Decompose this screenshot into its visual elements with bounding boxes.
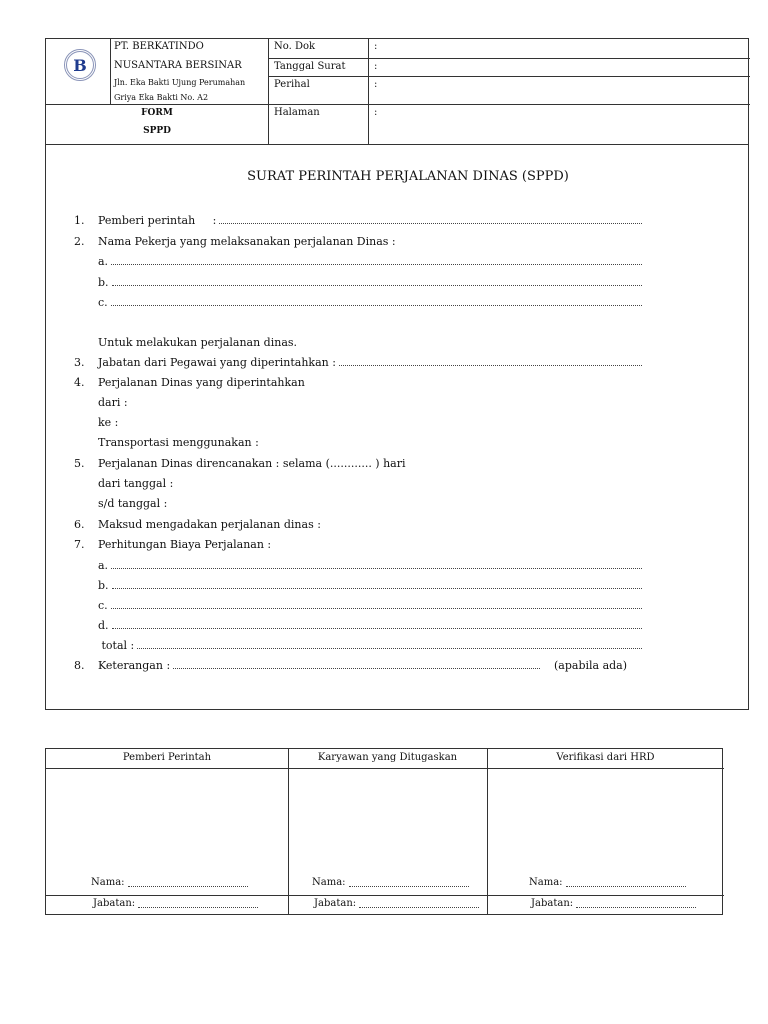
line-number: 5. — [74, 457, 85, 470]
line-content — [98, 556, 642, 576]
line-content — [98, 454, 406, 474]
line-content — [98, 656, 540, 676]
company-address-line1: Jln. Eka Bakti Ujung Perumahan — [114, 78, 246, 87]
form-type: SPPD — [143, 126, 171, 136]
line-label: Transportasi menggunakan : — [98, 436, 259, 449]
line-label: b. — [98, 276, 109, 289]
company-name-line2: NUSANTARA BERSINAR — [114, 60, 242, 71]
line-number: 8. — [74, 659, 85, 672]
line-content — [98, 293, 642, 313]
form-line[interactable] — [46, 576, 750, 596]
line-content — [98, 636, 642, 656]
dotted-entry-line[interactable] — [219, 211, 642, 224]
form-label: FORM — [141, 108, 173, 118]
form-line[interactable] — [46, 616, 750, 636]
field-value-halaman[interactable]: : — [374, 107, 378, 118]
document-header — [45, 38, 749, 145]
line-content — [98, 576, 642, 596]
form-line[interactable] — [46, 556, 750, 576]
line-content — [98, 353, 642, 373]
signature-nama-hrd[interactable]: Nama: — [529, 877, 686, 888]
dotted-entry-line[interactable] — [111, 293, 642, 306]
dotted-entry-line[interactable] — [112, 616, 642, 629]
signature-header-karyawan: Karyawan yang Ditugaskan — [317, 752, 458, 763]
line-label: total : — [98, 639, 135, 652]
form-line — [46, 535, 750, 555]
form-line — [46, 454, 750, 474]
line-content — [98, 535, 271, 555]
line-label: Perhitungan Biaya Perjalanan : — [98, 538, 272, 551]
line-label: Maksud mengadakan perjalanan dinas : — [98, 518, 321, 531]
line-label: a. — [98, 559, 109, 572]
company-logo: B — [64, 49, 96, 81]
line-content — [98, 393, 128, 413]
line-content — [98, 252, 642, 272]
form-line — [46, 515, 750, 535]
signature-jabatan-karyawan[interactable]: Jabatan: — [314, 898, 479, 909]
form-line — [46, 413, 750, 433]
line-content — [98, 211, 642, 231]
line-label: Perjalanan Dinas yang diperintahkan — [98, 376, 305, 389]
dotted-entry-line[interactable] — [339, 353, 642, 366]
dotted-entry-line[interactable] — [112, 273, 642, 286]
line-number: 1. — [74, 214, 85, 227]
signature-table — [45, 748, 723, 915]
signature-header-hrd: Verifikasi dari HRD — [556, 752, 655, 763]
line-label: Keterangan : — [98, 659, 171, 672]
line-content — [98, 515, 321, 535]
line-content — [98, 333, 297, 353]
line-content — [98, 474, 173, 494]
line-content — [98, 273, 642, 293]
signature-jabatan-hrd[interactable]: Jabatan: — [531, 898, 696, 909]
form-line[interactable] — [46, 273, 750, 293]
dotted-entry-line[interactable] — [111, 596, 642, 609]
line-suffix: (apabila ada) — [554, 659, 628, 672]
dotted-entry-line[interactable] — [137, 636, 642, 649]
form-line — [46, 393, 750, 413]
line-label: Perjalanan Dinas direncanakan : selama (............ ) hari — [98, 457, 406, 470]
line-number: 3. — [74, 356, 85, 369]
line-number: 4. — [74, 376, 85, 389]
form-line — [46, 494, 750, 514]
signature-header-pemberi: Pemberi Perintah — [122, 752, 212, 763]
form-body — [45, 144, 749, 710]
line-label: dari : — [98, 396, 128, 409]
line-number: 7. — [74, 538, 85, 551]
line-label: s/d tanggal : — [98, 497, 168, 510]
dotted-entry-line[interactable] — [111, 252, 642, 265]
form-line[interactable] — [46, 211, 750, 231]
field-value-perihal[interactable]: : — [374, 79, 378, 90]
line-label: Nama Pekerja yang melaksanakan perjalanan Dinas : — [98, 235, 396, 248]
form-line[interactable] — [46, 636, 750, 656]
line-label: dari tanggal : — [98, 477, 174, 490]
field-value-tanggal-surat[interactable]: : — [374, 61, 378, 72]
dotted-entry-line[interactable] — [111, 556, 642, 569]
line-label: a. — [98, 255, 109, 268]
line-content — [98, 433, 259, 453]
dotted-entry-line[interactable] — [173, 656, 540, 669]
line-content — [98, 494, 167, 514]
form-line[interactable] — [46, 252, 750, 272]
line-content — [98, 373, 305, 393]
line-label: c. — [98, 599, 108, 612]
line-number: 2. — [74, 235, 85, 248]
line-content — [98, 413, 118, 433]
line-label: d. — [98, 619, 109, 632]
line-label: Jabatan dari Pegawai yang diperintahkan : — [98, 356, 336, 369]
company-name-line1: PT. BERKATINDO — [114, 41, 204, 52]
line-label: Untuk melakukan perjalanan dinas. — [98, 336, 298, 349]
signature-nama-pemberi[interactable]: Nama: — [91, 877, 248, 888]
field-label-tanggal-surat: Tanggal Surat — [274, 61, 346, 72]
line-label: c. — [98, 296, 108, 309]
line-content — [98, 616, 642, 636]
form-line — [46, 474, 750, 494]
line-content — [98, 232, 396, 252]
form-line — [46, 333, 750, 353]
form-title: SURAT PERINTAH PERJALANAN DINAS (SPPD) — [247, 169, 569, 184]
form-line[interactable] — [46, 293, 750, 313]
field-label-no-dok: No. Dok — [274, 41, 316, 52]
line-content — [98, 596, 642, 616]
company-address-line2: Griya Eka Bakti No. A2 — [114, 93, 209, 102]
line-number: 6. — [74, 518, 85, 531]
field-label-perihal: Perihal — [274, 79, 310, 90]
field-label-halaman: Halaman — [274, 107, 320, 118]
form-line — [46, 232, 750, 252]
form-line[interactable] — [46, 596, 750, 616]
field-value-no-dok[interactable]: : — [374, 41, 378, 52]
line-label: ke : — [98, 416, 119, 429]
form-line — [46, 373, 750, 393]
signature-nama-karyawan[interactable]: Nama: — [312, 877, 469, 888]
line-label: Pemberi perintah : — [98, 214, 217, 227]
signature-jabatan-pemberi[interactable]: Jabatan: — [93, 898, 258, 909]
form-line[interactable] — [46, 353, 750, 373]
dotted-entry-line[interactable] — [112, 576, 642, 589]
form-line — [46, 433, 750, 453]
line-label: b. — [98, 579, 109, 592]
form-line[interactable] — [46, 656, 750, 676]
